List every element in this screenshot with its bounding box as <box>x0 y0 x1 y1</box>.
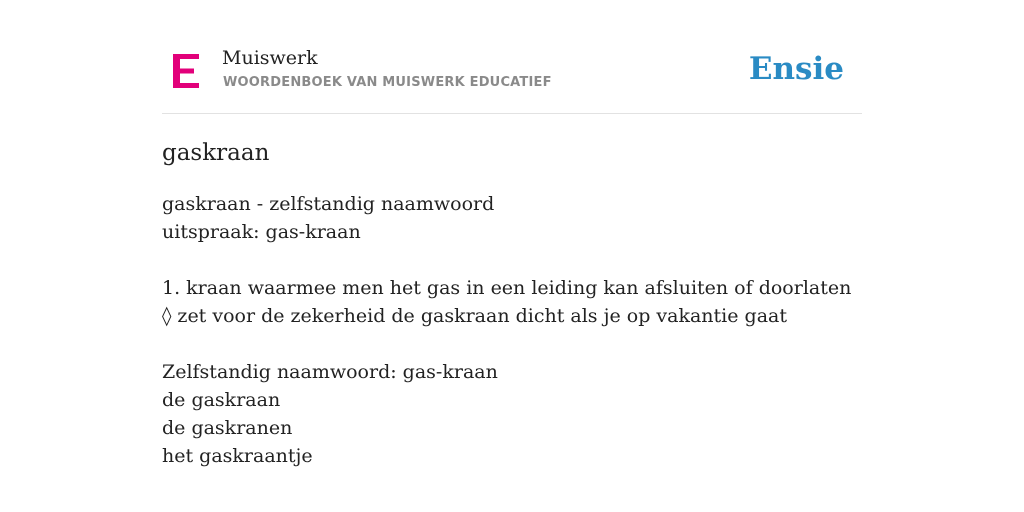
spacer <box>162 246 862 274</box>
entry-diminutive-form: het gaskraantje <box>162 445 313 467</box>
entry-inflection-heading: Zelfstandig naamwoord: gas-kraan <box>162 361 498 383</box>
spacer <box>162 330 862 358</box>
entry-singular-form: de gaskraan <box>162 389 281 411</box>
entry-meaning-line: 1. kraan waarmee men het gas in een leiding kan afsluiten of doorlaten <box>162 277 852 299</box>
entry-pos-line: gaskraan - zelfstandig naamwoord <box>162 193 495 215</box>
site-header <box>162 0 862 114</box>
ensie-logo[interactable]: Ensie <box>748 51 844 87</box>
muiswerk-e-icon[interactable] <box>173 54 199 88</box>
entry-plural-form: de gaskranen <box>162 417 293 439</box>
entry-title: gaskraan <box>162 140 270 166</box>
entry-content <box>162 134 862 470</box>
entry-example-line: ◊ zet voor de zekerheid de gaskraan dicht als je op vakantie gaat <box>162 305 787 327</box>
entry-pronunciation-line: uitspraak: gas-kraan <box>162 221 361 243</box>
entry-definition <box>162 190 862 470</box>
brand-subtitle: WOORDENBOEK VAN MUISWERK EDUCATIEF <box>223 75 552 90</box>
brand-name[interactable]: Muiswerk <box>222 47 318 69</box>
